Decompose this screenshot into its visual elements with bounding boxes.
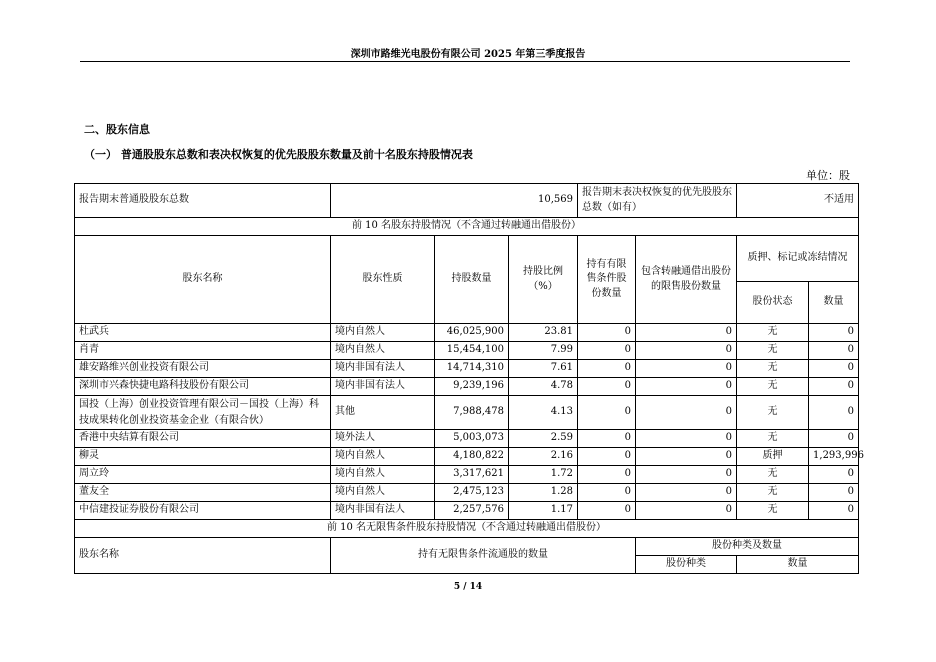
col-header-kind-qty: 股份种类及数量 — [636, 538, 859, 556]
unrestricted-header-row — [75, 538, 859, 556]
table-row: 董友全 境内自然人 2,475,123 1.28 0 0 无 0 — [75, 484, 859, 502]
col-header-unres-count: 数量 — [737, 556, 859, 574]
unit-label: 单位：股 — [806, 169, 850, 182]
col-header-lending: 包含转融通借出股份的限售股份数量 — [636, 236, 737, 324]
table-row: 中信建投证券股份有限公司 境内非国有法人 2,257,576 1.17 0 0 无 0 — [75, 502, 859, 520]
shareholder-table — [74, 183, 864, 574]
table-row: 周立玲 境内自然人 3,317,621 1.72 0 0 无 0 — [75, 466, 859, 484]
summary-row — [75, 184, 859, 218]
table-row: 雄安路维兴创业投资有限公司 境内非国有法人 14,714,310 7.61 0 0 无 0 — [75, 360, 859, 378]
table-row: 肖青 境内自然人 15,454,100 7.99 0 0 无 0 — [75, 342, 859, 360]
table-row: 柳灵 境内自然人 4,180,822 2.16 0 0 质押 1,293,996 — [75, 448, 859, 466]
unrestricted-caption: 前 10 名无限售条件股东持股情况（不含通过转融通出借股份） — [75, 520, 859, 538]
col-header-unres-qty: 持有无限售条件流通股的数量 — [331, 538, 636, 574]
pref-shareholders-label: 报告期末表决权恢复的优先股股东总数（如有） — [578, 184, 737, 218]
col-header-kind: 股份种类 — [636, 556, 737, 574]
top10-header-row — [75, 236, 859, 282]
col-header-count: 数量 — [809, 282, 859, 324]
section-title: 二、股东信息 — [84, 123, 150, 136]
col-header-status: 股份状态 — [737, 282, 809, 324]
col-header-ratio: 持股比例（%） — [509, 236, 578, 324]
unrestricted-caption-row — [75, 520, 859, 538]
col-header-restricted: 持有有限售条件股份数量 — [578, 236, 636, 324]
pref-shareholders-value: 不适用 — [737, 184, 859, 218]
top10-caption-row — [75, 218, 859, 236]
total-shareholders-label: 报告期末普通股股东总数 — [75, 184, 331, 218]
report-header-title: 深圳市路维光电股份有限公司 2025 年第三季度报告 — [350, 49, 586, 60]
top10-caption: 前 10 名股东持股情况（不含通过转融通出借股份） — [75, 218, 859, 236]
total-shareholders-value: 10,569 — [331, 184, 578, 218]
col-header-name: 股东名称 — [75, 236, 331, 324]
table-row: 国投（上海）创业投资管理有限公司－国投（上海）科技成果转化创业投资基金企业（有限合伙） 其他 7,988,478 4.13 0 0 无 0 — [75, 396, 859, 430]
table-row: 香港中央结算有限公司 境外法人 5,003,073 2.59 0 0 无 0 — [75, 430, 859, 448]
section-subtitle: （一） 普通股股东总数和表决权恢复的优先股股东数量及前十名股东持股情况表 — [84, 148, 473, 161]
table-row: 深圳市兴森快捷电路科技股份有限公司 境内非国有法人 9,239,196 4.78 0 0 无 0 — [75, 378, 859, 396]
col-header-unres-name: 股东名称 — [75, 538, 331, 574]
header-rule — [80, 61, 850, 62]
table-row: 杜武兵 境内自然人 46,025,900 23.81 0 0 无 0 — [75, 324, 859, 342]
col-header-qty: 持股数量 — [435, 236, 509, 324]
col-header-nature: 股东性质 — [331, 236, 435, 324]
col-header-pledge: 质押、标记或冻结情况 — [737, 236, 859, 282]
page-number: 5 / 14 — [453, 582, 483, 592]
